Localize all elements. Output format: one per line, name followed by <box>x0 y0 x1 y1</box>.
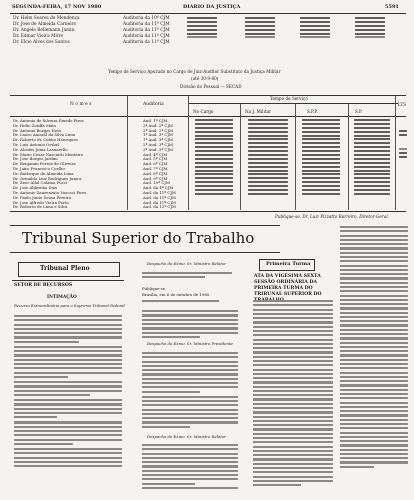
table-header-lts: LTS <box>398 102 407 107</box>
table-divider <box>295 104 296 210</box>
header-journal-title: DIARIO DA JUSTIÇA <box>183 4 241 10</box>
table-divider <box>348 104 349 210</box>
table-row-name: Dr. Antonio Zanzenzato Vascaci Pires <box>13 190 87 195</box>
table-bottom-rule <box>10 211 406 212</box>
table-group-header: Tempo de Serviço <box>270 96 308 101</box>
table-row-name: Dr. Mario Cesar Nasciutti Monteiro <box>13 151 84 157</box>
table-header-spp: S.P.P. <box>307 109 318 114</box>
table-row-name: Dr. Jose Borges Jardim <box>13 156 58 162</box>
table-divider <box>188 96 189 210</box>
table-col-no-cargo <box>195 119 233 197</box>
table-row-auditoria: Aud. da 11ª CJM <box>143 190 176 195</box>
table-row-name: Dr. Jose Alfredo Vieira Porto <box>13 199 69 205</box>
table-header-nomes: Nomes <box>70 102 94 107</box>
despacho-relator-1: Despacho do Exmo. Sr. Ministro Relator <box>147 261 227 266</box>
top-list-role: Auditoria da 11ª CJM <box>123 22 170 27</box>
table-header-auditoria: Auditoria <box>143 102 164 107</box>
table-header-rule <box>10 116 406 117</box>
tribunal-pleno-heading: Tribunal Pleno <box>40 265 90 272</box>
table-row-name: Dr. Jose Aldaroka Dias <box>13 185 58 191</box>
column2-text-d <box>142 444 238 491</box>
column1-body-text <box>14 315 122 469</box>
table-divider <box>395 96 396 210</box>
table-header-militar: Na J. Militar <box>245 109 271 114</box>
primeira-turma-heading: Primeira Turma <box>266 261 311 267</box>
table-row-auditoria: 1ª Aud. 3ª CJM <box>143 137 173 143</box>
table-col-spp <box>302 119 340 197</box>
top-list-role: Auditoria da 11ª CJM <box>123 34 170 39</box>
column3-body-text <box>253 300 333 488</box>
table-row-name: Dr. Jairo Francisco Coelho <box>13 166 65 171</box>
tst-title-top-rule <box>10 225 280 226</box>
top-list-name: Dr. Jose de Almeida Carneiro <box>13 22 77 27</box>
table-row-auditoria: Aud. 7ª CJM <box>143 166 168 171</box>
table-row-name: Dr. Helio Zotiffa Maia <box>13 122 56 128</box>
top-list-values-col4 <box>355 17 385 40</box>
table-row-auditoria: Aud. 9ª CJM <box>143 175 168 181</box>
table-row-name: Dr. Roberto de Lima e Silva <box>13 204 68 210</box>
table-row-auditoria: Aud. 6ª CJM <box>143 161 168 167</box>
table-header-no-cargo: No Cargo <box>193 109 214 114</box>
table-col-sp <box>354 119 390 197</box>
tst-title-bottom-rule <box>10 252 280 253</box>
table-row-auditoria: Aud. 4ª CJM <box>143 151 168 157</box>
top-list-role: Auditoria da 11ª CJM <box>123 40 170 45</box>
table-row-auditoria: 2ª Aud. 2ª CJM <box>143 122 173 128</box>
table-row-auditoria: Aud. da 4ª CJM <box>143 185 174 191</box>
top-list-values-col2 <box>245 17 275 40</box>
table-row-name: Dr. Zeer Allal Calama Pucci <box>13 180 68 186</box>
brasilia-date: Brasília, em 6 de outubro de 1980. <box>142 292 211 297</box>
table-row-name: Dr. Benjamin Ferraz de Oliveira <box>13 161 76 167</box>
table-row-name: Dr. Barbeque de Almeida Lima <box>13 170 74 176</box>
table-row-name: Dr. Roberto de Cunha Henriques <box>13 137 78 143</box>
table-row-auditoria: Aud. 8ª CJM <box>143 170 168 176</box>
recurso-extraordinario-heading: Recurso Extraordinário para o Supremo Tribunal Federal <box>14 303 125 308</box>
setor-rule <box>12 280 124 281</box>
top-list-role: Auditoria da 10ª CJM <box>123 16 170 21</box>
despacho-relator-2: Despacho do Exmo. Sr. Ministro Relator <box>147 434 227 439</box>
top-list-name: Dr. Helm Soares de Mendonça <box>13 16 80 21</box>
table-row-auditoria: 2ª Aud. 3ª CJM <box>143 142 173 147</box>
table-col-lts <box>399 130 407 160</box>
table-row-auditoria: Aud. da 11ª CJM <box>143 199 176 205</box>
table-row-auditoria: Aud. da 12ª CJM <box>143 204 176 210</box>
top-list-values-col3 <box>300 17 330 40</box>
publique-se: Publique-se. <box>142 286 167 291</box>
top-list-role: Auditoria da 11ª CJM <box>123 28 170 33</box>
column4-body-text <box>340 226 408 470</box>
column2-text-c <box>142 352 238 430</box>
division-note: Divisão do Pessoal — SECAD <box>180 84 242 89</box>
column2-text-b <box>142 300 238 340</box>
table-top-rule <box>10 95 406 96</box>
top-list-values-col1 <box>187 17 217 40</box>
header-rule <box>10 13 406 14</box>
table-row-name: Dr. Antonio de Silveira Pinedo Pires <box>13 118 84 123</box>
service-time-date: (até 30-9-80) <box>191 76 219 81</box>
top-list-name: Dr. Elcio Alves dos Santos <box>13 40 70 45</box>
table-group-rule <box>188 103 398 104</box>
table-row-auditoria: Aud. 1ª CJM <box>143 118 168 123</box>
service-time-note: Tempo de Serviço Apurado no Cargo de Juiz-Auditor Substituto da Justiça Militar <box>108 69 281 74</box>
top-list-name: Dr. Angelo Bellemann Jamin <box>13 28 75 33</box>
table-row-auditoria: 2ª Aud. 2ª CJM <box>143 127 173 133</box>
table-row-auditoria: Aud. da 11ª CJM <box>143 194 176 200</box>
table-row-name: Dr. Alcides Juma Lasnarello <box>13 146 68 152</box>
publication-note: Publique-se. Dr. Luiz Pizzatto Barreiro, Diretor-Geral. <box>275 214 390 219</box>
tst-title: Tribunal Superior do Trabalho <box>22 229 255 247</box>
table-divider <box>127 96 128 210</box>
table-row-name: Dr. Paulo Junio Sousa Pereira <box>13 194 71 200</box>
table-row-auditoria: 1ª Aud. 3ª CJM <box>143 132 173 138</box>
table-header-sp: S.P. <box>355 109 363 114</box>
header-page-number: 5591 <box>385 4 399 10</box>
setor-recursos-heading: SETOR DE RECURSOS <box>14 283 73 288</box>
table-row-auditoria: Aud. 10ª CJM <box>143 180 170 186</box>
top-list-name: Dr. Edmar Vieira Mitre <box>13 34 64 39</box>
header-date: SEGUNDA-FEIRA, 17 NOV 1980 <box>12 4 102 10</box>
table-row-name: Dr. Ormaldo Luiz Rodrigues Junior <box>13 175 82 181</box>
table-row-auditoria: Aud. 5ª CJM <box>143 156 168 162</box>
table-row-name: Dr. Luis Antonio Orsbel <box>13 142 60 147</box>
column2-text-a <box>142 272 232 281</box>
table-row-name: Dr. Lauro Amaral da Silva Lima <box>13 132 76 138</box>
despacho-presidente: Despacho do Exmo. Sr. Ministro Presidente <box>147 341 233 346</box>
intimacao-heading: INTIMAÇÃO <box>47 295 77 300</box>
table-col-militar <box>248 119 288 197</box>
table-row-auditoria: 3ª Aud. 3ª CJM <box>143 146 173 152</box>
ata-heading: ATA DA VIGÉSIMA SEXTA SESSÃO ORDINÁRIA DA PRIMEIRA TURMA DO TRIBUNAL SUPERIOR DO <box>254 274 322 297</box>
table-divider <box>240 104 241 210</box>
table-row-name: Dr. Antonio Borges Neto <box>13 127 62 133</box>
